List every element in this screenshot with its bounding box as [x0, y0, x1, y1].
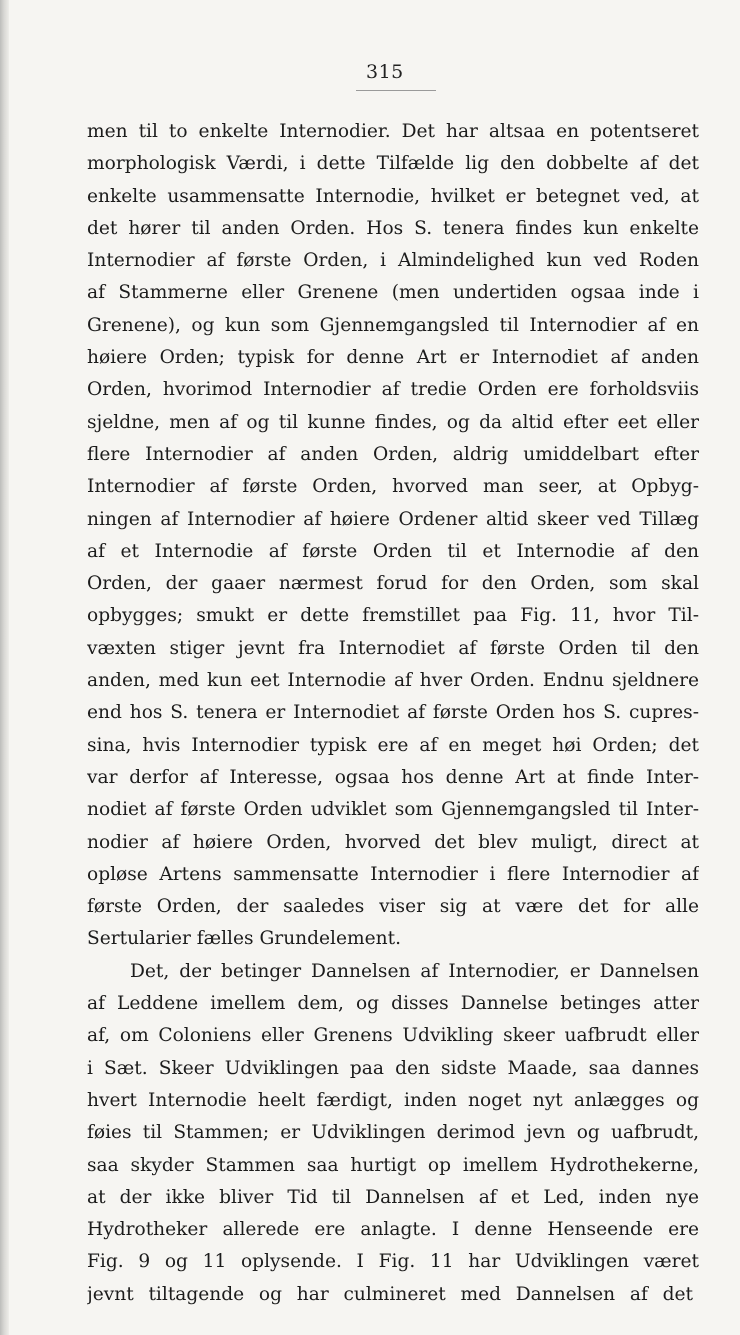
- text-line: Orden, hvorimod Internodier af tredie Orden ere forholdsviis: [87, 379, 699, 401]
- text-line: høiere Orden; typisk for denne Art er Internodiet af anden: [87, 347, 699, 369]
- text-line: af et Internodie af første Orden til et Internodie af den: [87, 540, 699, 562]
- text-line: ningen af Internodier af høiere Ordener altid skeer ved Tillæg: [87, 508, 699, 530]
- text-line: det hører til anden Orden. Hos S. tenera findes kun enkelte: [87, 217, 699, 239]
- text-line: morphologisk Værdi, i dette Tilfælde lig den dobbelte af det: [87, 153, 699, 175]
- text-line: men til to enkelte Internodier. Det har altsaa en potentseret: [87, 121, 699, 142]
- text-line: hvert Internodie heelt færdigt, inden noget nyt anlægges og: [87, 1089, 699, 1111]
- text-line: føies til Stammen; er Udviklingen derimod jevn og uafbrudt,: [87, 1122, 699, 1144]
- text-line: nodiet af første Orden udviklet som Gjennemgangsled til Inter-: [87, 799, 699, 821]
- text-line: end hos S. tenera er Internodiet af første Orden hos S. cupres-: [87, 702, 699, 724]
- paragraph-end-line: Sertularier fælles Grundelement.: [87, 928, 401, 950]
- scan-gutter-edge: [0, 0, 9, 1335]
- text-line: af Leddene imellem dem, og disses Dannelse betinges atter: [87, 993, 699, 1015]
- text-line: nodier af høiere Orden, hvorved det blev muligt, direct at: [87, 831, 699, 853]
- text-line: opløse Artens sammensatte Internodier i flere Internodier af: [87, 863, 699, 885]
- text-line: første Orden, der saaledes viser sig at være det for alle: [87, 896, 699, 918]
- text-line: saa skyder Stammen saa hurtigt op imellem Hydrothekerne,: [87, 1154, 699, 1176]
- page-number: 315: [366, 61, 404, 83]
- text-line: var derfor af Interesse, ogsaa hos denne Art at finde Inter-: [87, 766, 699, 788]
- text-line: jevnt tiltagende og har culmineret med Dannelsen af det: [87, 1283, 693, 1305]
- text-line: flere Internodier af anden Orden, aldrig umiddelbart efter: [87, 443, 699, 465]
- paragraph-start-line: Det, der betinger Dannelsen af Internodier, er Dannelsen: [130, 960, 699, 982]
- text-line: enkelte usammensatte Internodie, hvilket er betegnet ved, at: [87, 185, 699, 207]
- text-line: at der ikke bliver Tid til Dannelsen af et Led, inden nye: [87, 1186, 699, 1208]
- text-line: Orden, der gaaer nærmest forud for den Orden, som skal: [87, 573, 699, 595]
- text-line: anden, med kun eet Internodie af hver Orden. Endnu sjeldnere: [87, 670, 699, 692]
- text-line: Fig. 9 og 11 oplysende. I Fig. 11 har Udviklingen været: [87, 1251, 699, 1273]
- text-line: opbygges; smukt er dette fremstillet paa Fig. 11, hvor Til-: [87, 605, 699, 627]
- text-line: sjeldne, men af og til kunne findes, og da altid efter eet eller: [87, 411, 699, 433]
- body-text: [87, 116, 699, 1311]
- text-line: Grenene), og kun som Gjennemgangsled til Internodier af en: [87, 314, 699, 336]
- text-line: af, om Coloniens eller Grenens Udvikling skeer uafbrudt eller: [87, 1025, 699, 1047]
- text-line: Internodier af første Orden, hvorved man seer, at Opbyg-: [87, 476, 699, 498]
- text-line: af Stammerne eller Grenene (men undertiden ogsaa inde i: [87, 282, 699, 304]
- text-line: Hydrotheker allerede ere anlagte. I denne Henseende ere: [87, 1219, 699, 1241]
- text-line: væxten stiger jevnt fra Internodiet af første Orden til den: [87, 637, 699, 659]
- page-number-underline: [356, 90, 436, 91]
- text-line: i Sæt. Skeer Udviklingen paa den sidste Maade, saa dannes: [87, 1057, 699, 1079]
- text-line: Internodier af første Orden, i Almindelighed kun ved Roden: [87, 250, 699, 272]
- text-line: sina, hvis Internodier typisk ere af en meget høi Orden; det: [87, 734, 699, 756]
